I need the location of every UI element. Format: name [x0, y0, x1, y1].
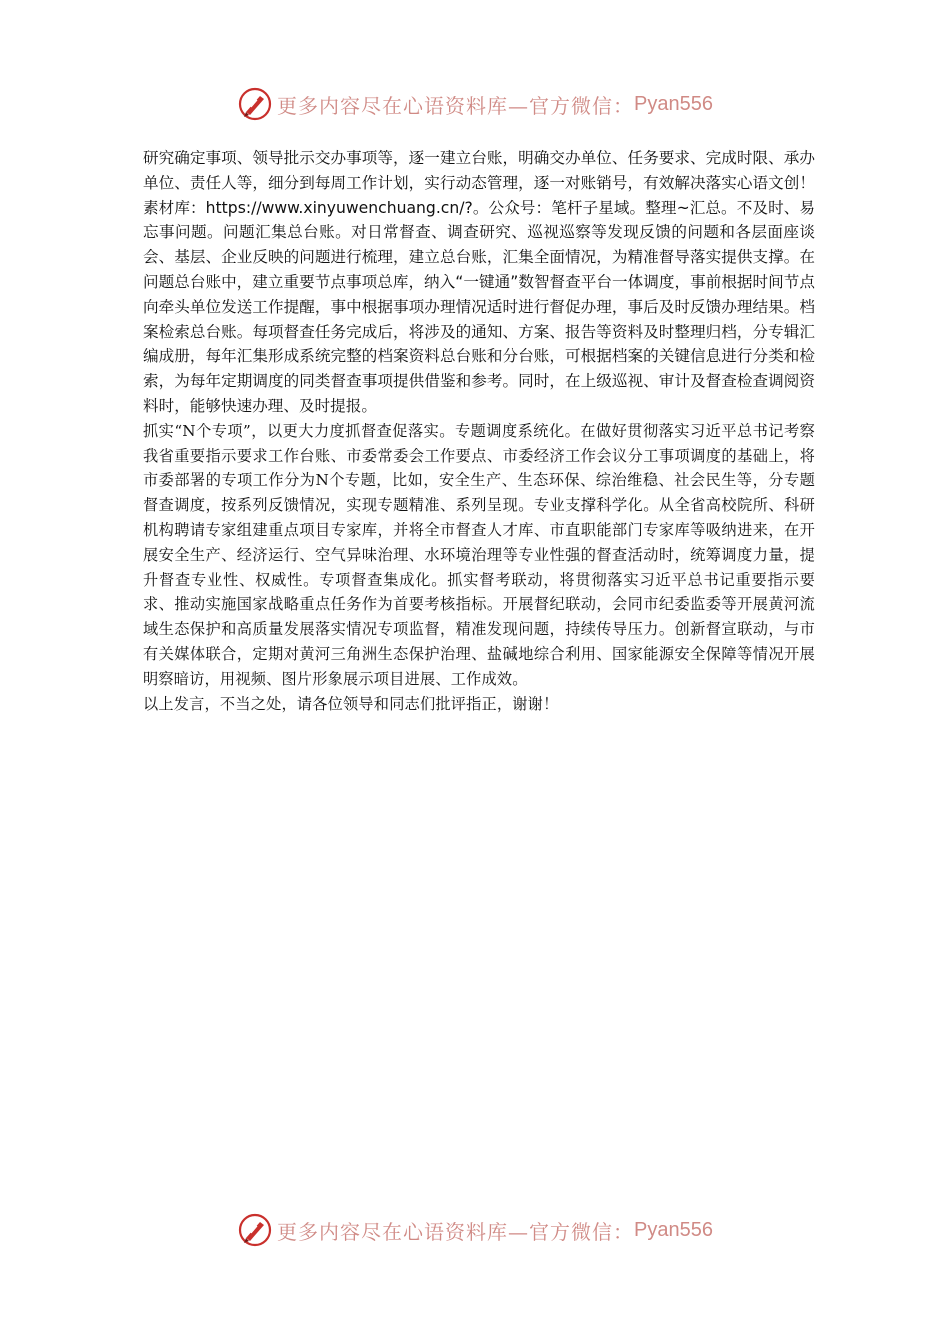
- paragraph-ledger: 研究确定事项、领导批示交办事项等，逐一建立台账，明确交办单位、任务要求、完成时限、承办单位、责任人等，细分到每周工作计划，实行动态管理，逐一对账销号，有效解决落实心语文创！素材库：https://www.xinyuwenchuang.cn/?。公众号：笔杆子星域。整理~汇总。不及时、易忘事问题。问题汇集总台账。对日常督查、调查研究、巡视巡察等发现反馈的问题和各层面座谈会、基层、企业反映的问题进行梳理，建立总台账，汇集全面情况，为精准督导落实提供支撑。在问题总台账中，建立重要节点事项总库，纳入“一键通”数智督查平台一体调度，事前根据时间节点向牵头单位发送工作提醒，事中根据事项办理情况适时进行督促办理，事后及时反馈办理结果。档案检索总台账。每项督查任务完成后，将涉及的通知、方案、报告等资料及时整理归档，分专辑汇编成册，每年汇集形成系统完整的档案资料总台账和分台账，可根据档案的关键信息进行分类和检索，为每年定期调度的同类督查事项提供借鉴和参考。同时，在上级巡视、审计及督查检查调阅资料时，能够快速办理、及时提报。: [143, 149, 815, 415]
- paragraph-closing: 以上发言，不当之处，请各位领导和同志们批评指正，谢谢！: [143, 694, 559, 713]
- pen-nib-logo-icon: [237, 86, 273, 122]
- watermark-wechat-id: Pyan556: [634, 1218, 713, 1241]
- pen-nib-logo-icon: [237, 1212, 273, 1248]
- paragraph-special-projects: 抓实“N个专项”，以更大力度抓督查促落实。专题调度系统化。在做好贯彻落实习近平总书记考察我省重要指示要求工作台账、市委常委会工作要点、市委经济工作会议分工事项调度的基础上，将市委部署的专项工作分为N个专题，比如，安全生产、生态环保、综治维稳、社会民生等，分专题督查调度，按系列反馈情况，实现专题精准、系列呈现。专业支撑科学化。从全省高校院所、科研机构聘请专家组建重点项目专家库，并将全市督查人才库、市直职能部门专家库等吸纳进来，在开展安全生产、经济运行、空气异味治理、水环境治理等专业性强的督查活动时，统筹调度力量，提升督查专业性、权威性。专项督查集成化。抓实督考联动，将贯彻落实习近平总书记重要指示要求、推动实施国家战略重点任务作为首要考核指标。开展督纪联动，会同市纪委监委等开展黄河流域生态保护和高质量发展落实情况专项监督，精准发现问题，持续传导压力。创新督宣联动，与市有关媒体联合，定期对黄河三角洲生态保护治理、盐碱地综合利用、国家能源安全保障等情况开展明察暗访，用视频、图片形象展示项目进展、工作成效。: [143, 421, 815, 688]
- header-watermark: [0, 84, 950, 124]
- watermark-text: 更多内容尽在心语资料库—官方微信：: [277, 93, 635, 118]
- watermark-wechat-id: Pyan556: [634, 92, 713, 115]
- watermark-text: 更多内容尽在心语资料库—官方微信：: [277, 1219, 635, 1244]
- document-body: [143, 146, 815, 716]
- footer-watermark: [0, 1210, 950, 1250]
